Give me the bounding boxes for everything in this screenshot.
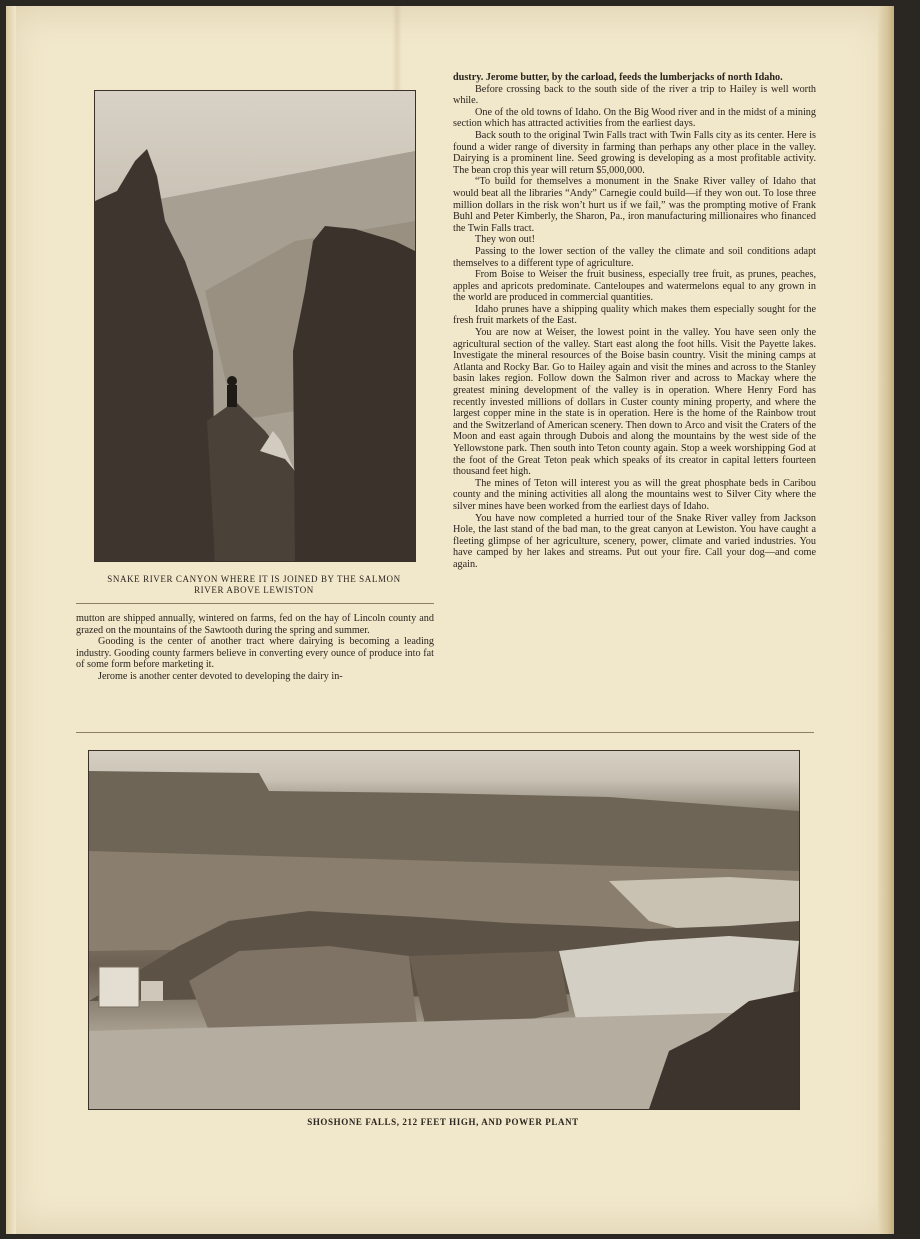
paragraph: You are now at Weiser, the lowest point in the valley. You have seen only the agricultural section of the valley. Start east along the foot hills. Visit the Payette lakes. Investigate the mineral resources of the Boise basin country. Visit the mining camps at Atlanta and Rocky Bar. Go to Hailey again and visit the mines and across to the Stanley basin lakes region. Follow down the Salmon river and across to Mackay where the greatest mining development of the valley is in operation. Where Henry Ford has recently invested millions of dollars in Custer county mining property, and where the largest copper mine in the state is in operation. Here is the home of the Rainbow trout and the Switzerland of American scenery. Then down to Arco and visit the Craters of the Moon and east again through Dubois and along the mountains by the west side of the Yellowstone park. Then south into Teton county again. Stop a week worshipping God at the foot of the Great Teton peak which speaks of its creator in capital letters fourteen thousand feet high. bbox=[453, 327, 816, 478]
shoshone-falls-photo bbox=[88, 750, 800, 1110]
canyon-photo-illustration bbox=[95, 91, 415, 561]
page-left-edge bbox=[6, 6, 16, 1234]
paragraph: One of the old towns of Idaho. On the Big Wood river and in the midst of a mining section which has attracted activities from the earliest days. bbox=[453, 106, 816, 130]
paragraph: Jerome is another center devoted to developing the dairy in- bbox=[98, 670, 343, 682]
paragraph: Gooding is the center of another tract where dairying is becoming a leading industry. Gooding county farmers believe in converting every ounce of produce into fat of some form before marketing it. bbox=[76, 636, 434, 671]
paragraph: The mines of Teton will interest you as will the great phosphate beds in Caribou county and the mining activities all along the mountains west to Silver City where the silver mines have been worked from the earliest days of Idaho. bbox=[453, 477, 816, 512]
paragraph: You have now completed a hurried tour of the Snake River valley from Jackson Hole, the last stand of the bad man, to the great canyon at Lewiston. You have caught a fleeting glimpse of her agriculture, scenery, power, climate and varied industries. You have camped by her lakes and streams. Put out your fire. Call your dog—and come again. bbox=[453, 512, 816, 570]
page-fold-shadow bbox=[878, 6, 894, 1234]
paragraph: mutton are shipped annually, wintered on farms, fed on the hay of Lincoln county and grazed on the mountains of the Sawtooth during the spring and summer. bbox=[76, 613, 434, 636]
paragraph: From Boise to Weiser the fruit business, especially tree fruit, as prunes, peaches, apples and apricots predominate. Canteloupes and watermelons equal to any grown in the world are produced in commercial quantities. bbox=[453, 269, 816, 304]
paragraph: Back south to the original Twin Falls tract with Twin Falls city as its center. Here is found a wider range of diversity in farming than perhaps any other place in the valley. Dairying is a prominent line. Seed growing is developing as a most profitable activity. The bean crop this year will return $5,000,000. bbox=[453, 129, 816, 176]
falls-photo-illustration bbox=[89, 751, 799, 1109]
left-text-column bbox=[76, 613, 434, 683]
canyon-photo bbox=[94, 90, 416, 562]
lead-paragraph: dustry. Jerome butter, by the carload, feeds the lumberjacks of north Idaho. bbox=[453, 72, 783, 83]
right-text-column bbox=[453, 72, 816, 571]
paragraph: Passing to the lower section of the valley the climate and soil conditions adapt themselves to a different type of agriculture. bbox=[453, 245, 816, 269]
paragraph: Before crossing back to the south side of the river a trip to Hailey is well worth while. bbox=[453, 83, 816, 107]
canyon-photo-caption: SNAKE RIVER CANYON WHERE IT IS JOINED BY THE SALMON RIVER ABOVE LEWISTON bbox=[107, 574, 401, 595]
paragraph: “To build for themselves a monument in the Snake River valley of Idaho that would beat all the libraries “Andy” Carnegie could build—if they won out. To lose three million dollars in the risk won’t hurt us if we fail,” was the prompting motive of Frank Buhl and Peter Kimberly, the Sharon, Pa., iron manufacturing millionaires who financed the Twin Falls tract. bbox=[453, 176, 816, 234]
paragraph: Idaho prunes have a shipping quality which makes them especially sought for the fresh fruit markets of the East. bbox=[453, 303, 816, 327]
paragraph: They won out! bbox=[475, 234, 535, 246]
section-divider bbox=[76, 732, 814, 733]
falls-photo-caption: SHOSHONE FALLS, 212 FEET HIGH, AND POWER PLANT bbox=[307, 1117, 579, 1127]
left-column-divider bbox=[76, 603, 434, 604]
